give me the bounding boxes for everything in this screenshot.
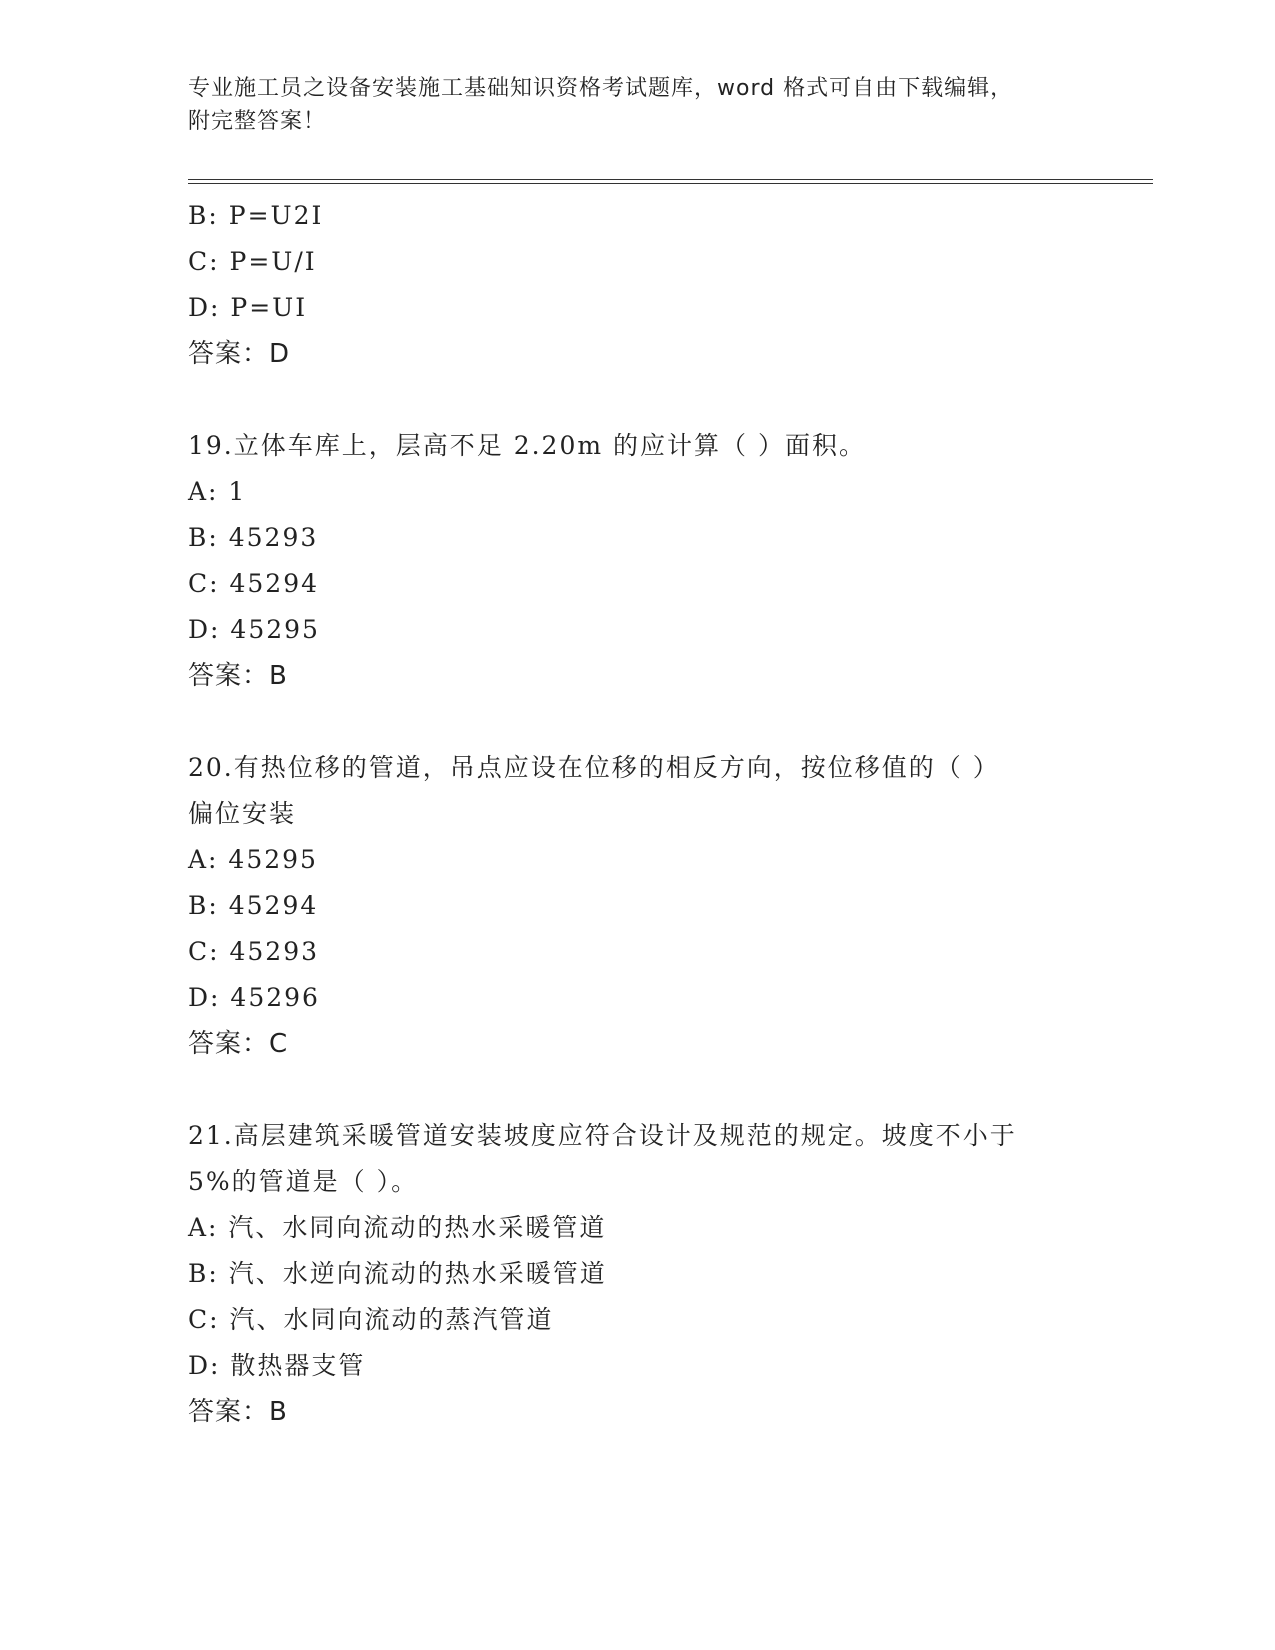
header-divider-top (188, 179, 1153, 180)
option-c: C: P=U/I (188, 247, 317, 276)
header-divider-bottom (188, 183, 1153, 184)
spacer (188, 377, 1088, 423)
answer: 答案：C (188, 1029, 289, 1059)
question-18 (188, 193, 1088, 377)
document-header (188, 72, 1088, 138)
option-d: D: 散热器支管 (188, 1351, 366, 1380)
option-c: C: 45294 (188, 569, 320, 598)
answer: 答案：D (188, 339, 291, 369)
question-stem: 19.立体车库上，层高不足 2.20m 的应计算（ ）面积。 (188, 431, 866, 460)
question-stem-line-1: 20.有热位移的管道，吊点应设在位移的相反方向，按位移值的（ ） (188, 753, 1000, 782)
question-20 (188, 745, 1088, 1067)
question-stem-line-2: 偏位安装 (188, 799, 297, 828)
option-c: C: 汽、水同向流动的蒸汽管道 (188, 1305, 554, 1334)
option-a: A: 45295 (188, 845, 318, 874)
spacer (188, 699, 1088, 745)
option-b: B: 45293 (188, 523, 319, 552)
answer: 答案：B (188, 1397, 288, 1427)
option-a: A: 汽、水同向流动的热水采暖管道 (188, 1213, 607, 1242)
question-stem-line-1: 21.高层建筑采暖管道安装坡度应符合设计及规范的规定。坡度不小于 (188, 1121, 1017, 1150)
option-c: C: 45293 (188, 937, 320, 966)
option-d: D: P=UI (188, 293, 308, 322)
question-21 (188, 1113, 1088, 1435)
option-a: A: 1 (188, 477, 247, 506)
question-list (188, 193, 1088, 1435)
option-b: B: P=U2I (188, 201, 324, 230)
header-line-1: 专业施工员之设备安装施工基础知识资格考试题库，word 格式可自由下载编辑， (188, 76, 1014, 101)
question-stem-line-2: 5%的管道是（ ）。 (188, 1167, 419, 1196)
question-19 (188, 423, 1088, 699)
option-b: B: 汽、水逆向流动的热水采暖管道 (188, 1259, 607, 1288)
spacer (188, 1067, 1088, 1113)
option-d: D: 45296 (188, 983, 320, 1012)
option-b: B: 45294 (188, 891, 319, 920)
answer: 答案：B (188, 661, 288, 691)
option-d: D: 45295 (188, 615, 320, 644)
header-line-2: 附完整答案！ (188, 109, 327, 134)
